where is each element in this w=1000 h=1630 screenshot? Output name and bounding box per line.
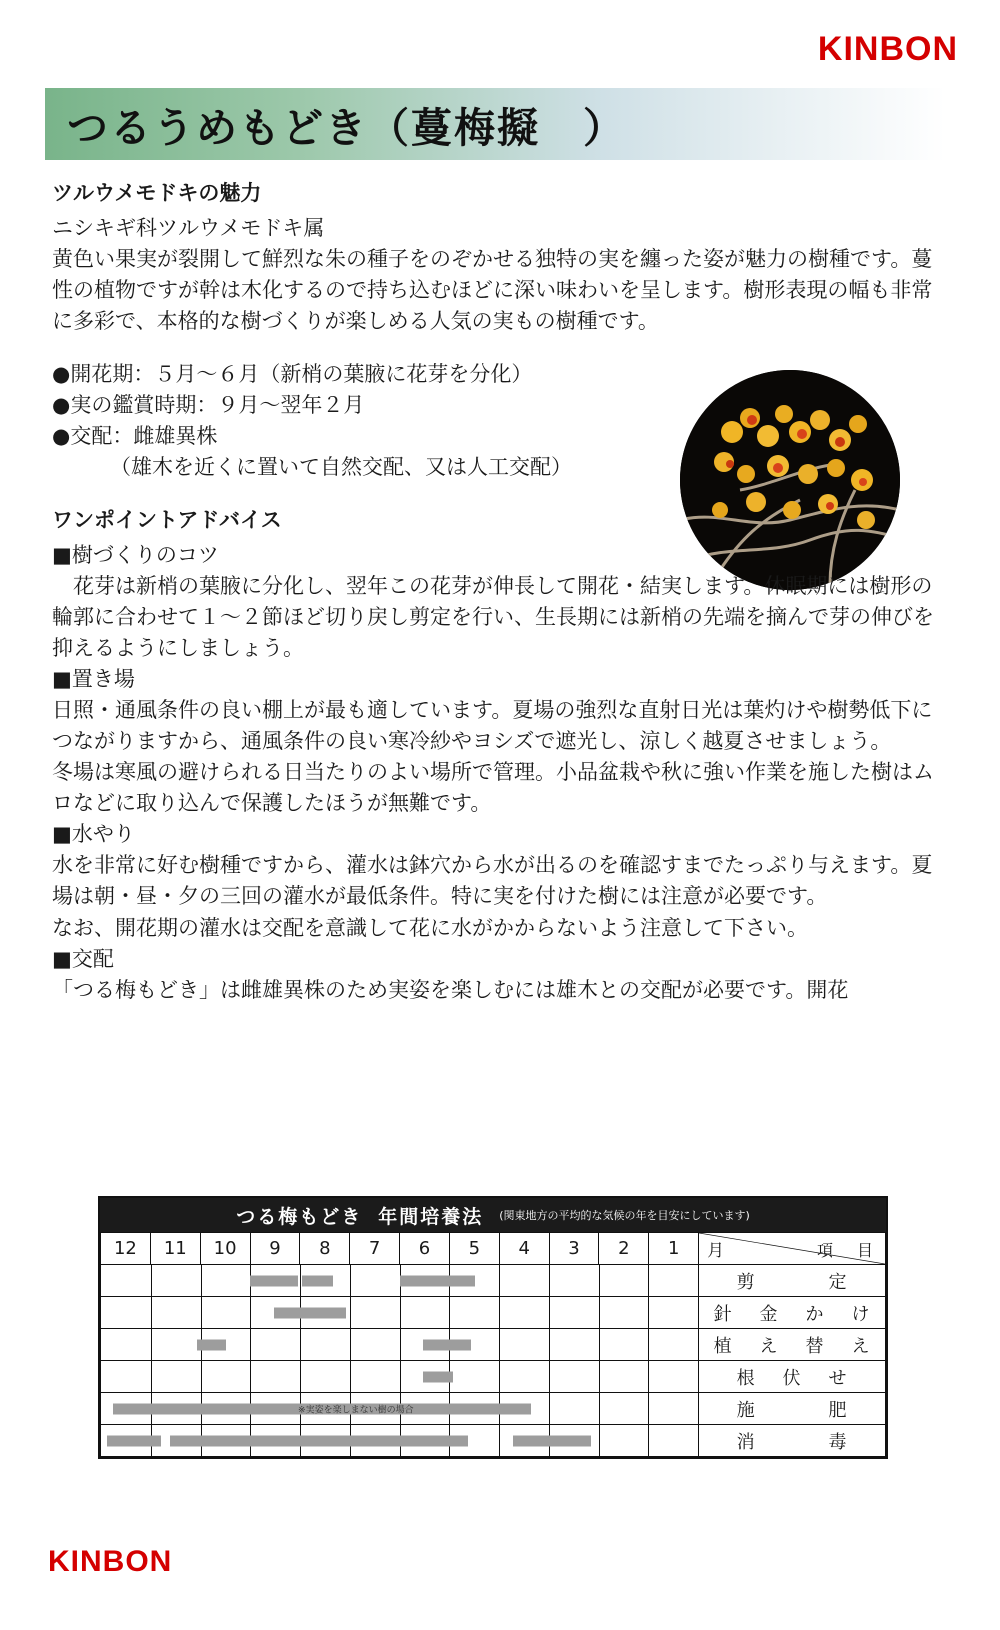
fact-fruit-period: ●実の鑑賞時期：９月〜翌年２月 (52, 392, 365, 417)
cultivation-calendar (98, 1196, 888, 1459)
block-1-body: 花芽は新梢の葉腋に分化し、翌年この花芽が伸長して開花・結実します。休眠期には樹形の輪郭に合わせて１〜２節ほど切り戻し剪定を行い、生長期には新梢の先端を摘んで芽の伸びを抑えるようにしましょう。 (52, 573, 934, 660)
calendar-bar-track (101, 1393, 699, 1425)
block-2-body-2: 冬場は寒風の避けられる日当たりのよい場所で管理。小品盆栽や秋に強い作業を施した樹はムロなどに取り込んで保護したほうが無難です。 (52, 760, 934, 816)
calendar-row-label: 植 え 替 え (699, 1329, 886, 1361)
calendar-row-label: 剪 定 (699, 1265, 886, 1297)
calendar-title-bar (100, 1198, 886, 1232)
month-header-cell: 12 (101, 1233, 151, 1265)
block-4-body: 「つる梅もどき」は雌雄異株のため実姿を楽しむには雄木との交配が必要です。開花 (52, 977, 849, 1002)
month-gridlines (101, 1361, 698, 1392)
block-3-heading: ■水やり (52, 822, 135, 847)
block-1-heading: ■樹づくりのコツ (52, 542, 219, 567)
calendar-row (101, 1329, 886, 1361)
calendar-bar-track (101, 1361, 699, 1393)
month-header-cell: 10 (200, 1233, 250, 1265)
calendar-corner-cell (699, 1233, 886, 1265)
calendar-bar (170, 1435, 469, 1446)
block-4-heading: ■交配 (52, 946, 114, 971)
calendar-row (101, 1297, 886, 1329)
calendar-row (101, 1265, 886, 1297)
month-header-cell: 4 (499, 1233, 549, 1265)
brand-logo-top: KINBON (817, 30, 958, 68)
calendar-bar-track (101, 1425, 699, 1457)
calendar-bar-track (101, 1265, 699, 1297)
calendar-bar (400, 1275, 475, 1286)
month-header-cell: 9 (250, 1233, 300, 1265)
calendar-bar (423, 1371, 453, 1382)
month-header-cell: 7 (350, 1233, 400, 1265)
calendar-title-sub: 年間培養法 (378, 1205, 484, 1228)
article-body (52, 178, 952, 1006)
calendar-title-note: (関東地方の平均的な気候の年を目安にしています) (499, 1209, 750, 1222)
charm-heading: ツルウメモドキの魅力 (52, 181, 262, 205)
advice-heading: ワンポイントアドバイス (52, 508, 282, 533)
calendar-bar (513, 1435, 591, 1446)
calendar-bar (274, 1307, 346, 1318)
fact-pollination-sub: （雄木を近くに置いて自然交配、又は人工交配） (110, 455, 572, 480)
month-header-cell: 1 (649, 1233, 699, 1265)
fact-pollination: ●交配：雌雄異株 (52, 423, 218, 448)
calendar-row (101, 1393, 886, 1425)
calendar-row-label: 針 金 か け (699, 1297, 886, 1329)
calendar-row-label: 消 毒 (699, 1425, 886, 1457)
calendar-bar (197, 1339, 227, 1350)
month-header-cell: 11 (150, 1233, 200, 1265)
calendar-row-label: 根 伏 せ (699, 1361, 886, 1393)
calendar-title-main: つる梅もどき (236, 1205, 363, 1228)
calendar-bar (423, 1339, 471, 1350)
month-header-cell: 5 (449, 1233, 499, 1265)
page-title: つるうめもどき（蔓梅擬 ） (67, 103, 626, 152)
month-gridlines (101, 1329, 698, 1360)
fact-bloom-period: ●開花期：５月〜６月（新梢の葉腋に花芽を分化） (52, 361, 533, 386)
calendar-header-row (101, 1233, 886, 1265)
calendar-bar (107, 1435, 161, 1446)
corner-month-label: 月 (707, 1241, 725, 1261)
block-3-body: 水を非常に好む樹種ですから、灌水は鉢穴から水が出るのを確認すまでたっぷり与えます。夏場は朝・昼・夕の三回の灌水が最低条件。特に実を付けた樹には注意が必要です。 (52, 853, 933, 909)
month-gridlines (101, 1297, 698, 1328)
block-3-body-2: なお、開花期の灌水は交配を意識して花に水がかからないよう注意して下さい。 (52, 915, 808, 940)
calendar-bar-track (101, 1297, 699, 1329)
calendar-bar (302, 1275, 333, 1286)
charm-paragraph: 黄色い果実が裂開して鮮烈な朱の種子をのぞかせる独特の実を纏った姿が魅力の樹種です。蔓性の植物ですが幹は木化するので持ち込むほどに深い味わいを呈します。樹形表現の幅も非常に多彩で、本格的な樹づくりが楽しめる人気の実もの樹種です。 (52, 246, 933, 333)
calendar-row-label: 施 肥 (699, 1393, 886, 1425)
corner-item-label: 項 目 (816, 1241, 877, 1260)
month-header-cell: 8 (300, 1233, 350, 1265)
block-2-heading: ■置き場 (52, 666, 135, 691)
block-2-body: 日照・通風条件の良い棚上が最も適しています。夏場の強烈な直射日光は葉灼けや樹勢低下につながりますから、通風条件の良い寒冷紗やヨシズで遮光し、涼しく越夏させましょう。 (52, 698, 933, 754)
month-header-cell: 2 (599, 1233, 649, 1265)
calendar-bar (250, 1275, 298, 1286)
brand-logo-bottom: KINBON (48, 1545, 173, 1578)
month-header-cell: 3 (549, 1233, 599, 1265)
calendar-row-note: ※実姿を楽しまない樹の場合 (298, 1405, 414, 1415)
title-banner (45, 88, 945, 160)
calendar-table (100, 1232, 886, 1457)
family-line: ニシキギ科ツルウメモドキ属 (52, 215, 325, 240)
calendar-bar-track (101, 1329, 699, 1361)
month-header-cell: 6 (400, 1233, 450, 1265)
calendar-row (101, 1425, 886, 1457)
calendar-row (101, 1361, 886, 1393)
